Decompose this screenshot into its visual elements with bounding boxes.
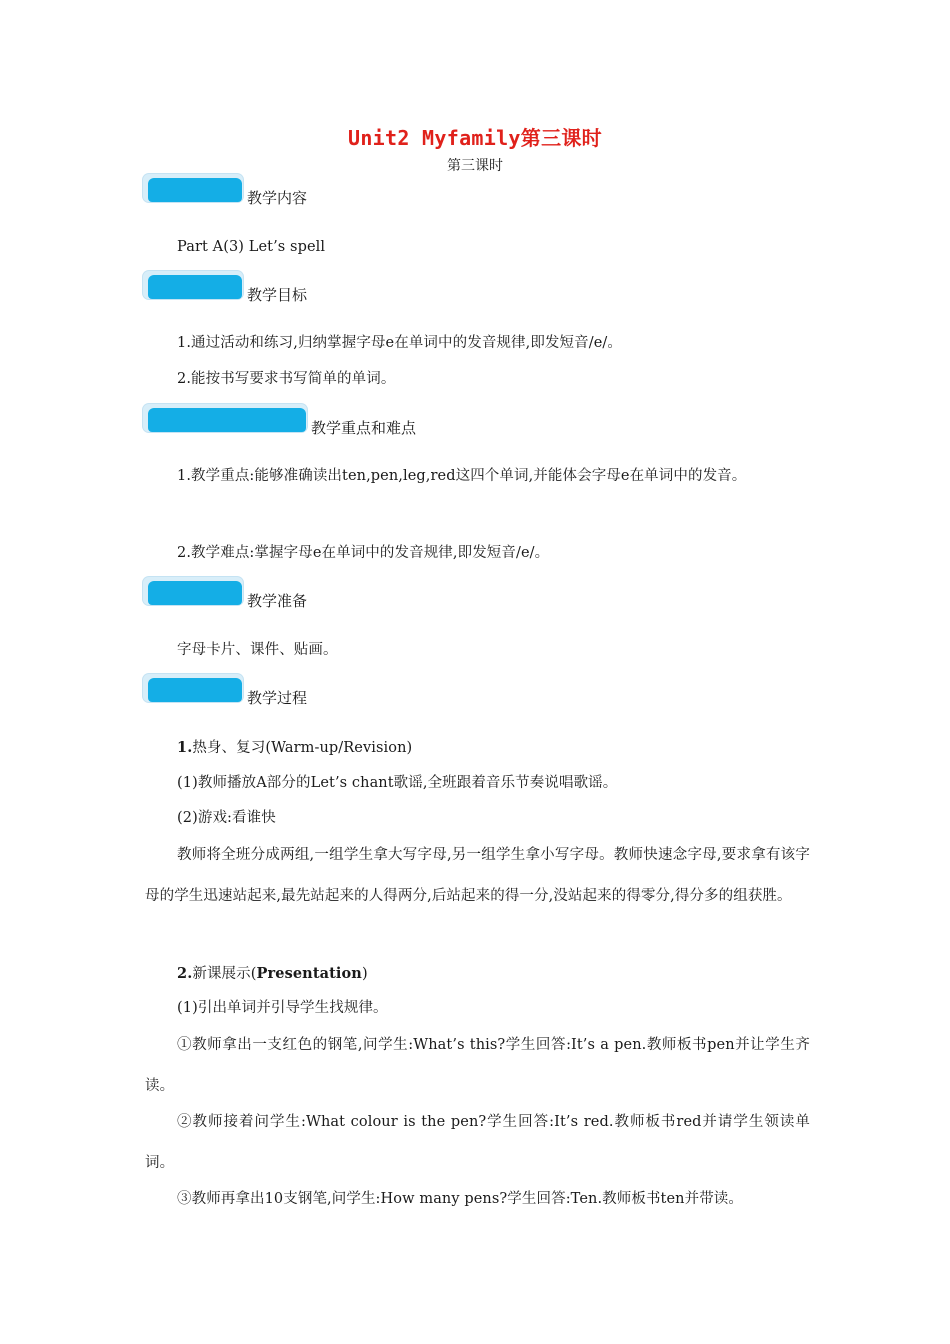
section-header-bar (143, 174, 243, 202)
step-2-paragraph-4: ③教师再拿出10支钢笔,问学生:How many pens?学生回答:Ten.教师板书ten并带读。 (177, 1191, 743, 1207)
section-header-label: 教学过程 (247, 689, 308, 707)
section-header-bar (143, 577, 243, 605)
keypoint-item-2: 2.教学难点:掌握字母e在单词中的发音规律,即发短音/e/。 (177, 545, 550, 561)
step-2-title-en: Presentation (256, 965, 362, 982)
prep-text: 字母卡片、课件、贴画。 (177, 642, 338, 658)
section-header-bar (143, 674, 243, 702)
step-2-paragraph-3: ②教师接着问学生:What colour is the pen?学生回答:It’s red.教师板书red并请学生领读单词。 (145, 1114, 810, 1171)
section-header-label: 教学目标 (247, 286, 308, 304)
step-1-number: 1. (177, 739, 193, 756)
step-2-number: 2. (177, 965, 193, 982)
section-header-bar (143, 404, 307, 432)
step-1-paragraph-2: (2)游戏:看谁快 (177, 810, 276, 826)
step-1-title: 热身、复习(Warm-up/Revision) (192, 740, 413, 756)
goal-item-1: 1.通过活动和练习,归纳掌握字母e在单词中的发音规律,即发短音/e/。 (177, 335, 622, 351)
document-title: Unit2 Myfamily第三课时 (348, 126, 602, 150)
section-header-label: 教学准备 (247, 592, 308, 610)
keypoint-item-1: 1.教学重点:能够准确读出ten,pen,leg,red这四个单词,并能体会字母e在单词中的发音。 (177, 468, 747, 484)
section-header-bar (143, 271, 243, 299)
section-header-label: 教学内容 (247, 189, 308, 207)
section-header-label: 教学重点和难点 (311, 419, 417, 437)
step-1-paragraph-3: 教师将全班分成两组,一组学生拿大写字母,另一组学生拿小写字母。教师快速念字母,要求拿有该字母的学生迅速站起来,最先站起来的人得两分,后站起来的得一分,没站起来的得零分,得分多的组获胜。 (145, 847, 810, 904)
content-text: Part A(3) Let’s spell (177, 239, 326, 255)
goal-item-2: 2.能按书写要求书写简单的单词。 (177, 371, 396, 387)
document-subtitle: 第三课时 (447, 158, 503, 174)
step-2-title: 新课展示( (192, 966, 257, 982)
step-2-paragraph-2: ①教师拿出一支红色的钢笔,问学生:What’s this?学生回答:It’s a pen.教师板书pen并让学生齐读。 (145, 1037, 810, 1094)
step-1-paragraph-1: (1)教师播放A部分的Let’s chant歌谣,全班跟着音乐节奏说唱歌谣。 (177, 775, 618, 791)
step-2-title-close: ) (361, 966, 368, 982)
step-2-paragraph-1: (1)引出单词并引导学生找规律。 (177, 1000, 388, 1016)
